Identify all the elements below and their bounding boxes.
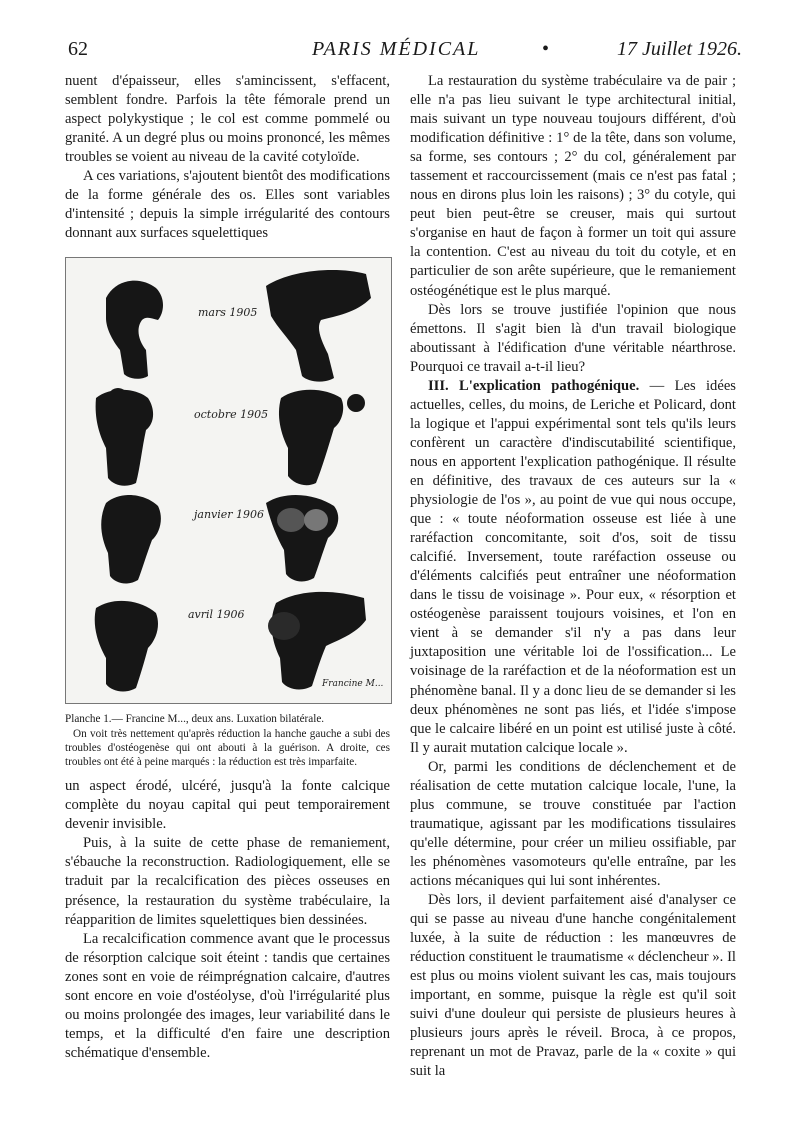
right-column [410,72,736,1081]
header-separator: • [542,38,550,60]
paragraph: La recalcification commence avant que le processus de résorption calcique soit éteint : tandis que certaines zones sont en voie de réimprégnation calcaire, d'autres sont encore en voie d'ostéolyse, d'où l'irrégularité plus ou moins prolongée des images, leur variabilité dans le temps, et la difficulté d'en faire une description schématique d'ensemble. [65,930,390,1061]
paragraph: A ces variations, s'ajoutent bientôt des modifications de la forme générale des os. Elles sont variables d'intensité ; depuis la simple irrégularité des contours donnant aux surfaces squelettiques [65,168,391,242]
page-number: 62 [68,38,88,60]
paragraph: nuent d'épaisseur, elles s'amincissent, s'effacent, semblent fondre. Parfois la tête fémorale prend un aspect polykystique ; le col est comme pommelé ou granité. A un degré plus ou moins prononcé, les mêmes troubles se voient au niveau de la cavité cotyloïde. [65,73,390,166]
section-heading: III. L'explication pathogénique. [428,377,640,394]
caption-text: On voit très nettement qu'après réduction la hanche gauche a subi des troubles d'ostéogenèse qui ont abouti à la guérison. A droite, ces troubles ont été à peine marqués : la réduction est très imparfaite. [65,727,390,769]
hip-tracings-illustration [66,258,391,703]
paragraph: Puis, à la suite de cette phase de remaniement, s'ébauche la reconstruction. Radiologiquement, elle se traduit par la recalcification des pièces osseuses en présence, la restauration du système trabéculaire, la réapparition de limites squelettiques bien dessinées. [65,835,390,928]
issue-date: 17 Juillet 1926. [617,38,742,60]
journal-title: PARIS MÉDICAL [312,38,481,60]
paragraph: Dès lors se trouve justifiée l'opinion que nous émettons. Il s'agit bien là d'un travail biologique aboutissant à l'édification d'une véritable néarthrose. Pourquoi ce travail a-t-il lieu? [410,301,736,375]
signature: Francine M... [322,679,384,690]
annotation-date: avril 1906 [188,608,245,622]
annotation-date: octobre 1905 [194,408,269,422]
left-column [65,72,390,1063]
figure-caption [65,712,390,769]
paragraph: Dès lors, il devient parfaitement aisé d'analyser ce qui se passe au niveau d'une hanche congénitalement luxée, à la suite de réduction : les manœuvres de réduction constituent le traumatisme « déclencheur ». Il est plus ou moins violent suivant les cas, mais toujours important, en somme, puisque la règle est qu'il soit suivi d'une douleur qui persiste de plusieurs heures à plusieurs jours après le réveil. Broca, à ce propos, reprenant un mot de Pravaz, parle de la « coxite » qui suit la [410,892,736,1080]
paragraph: Or, parmi les conditions de déclenchement et de réalisation de cette mutation calcique locale, l'une, la plus commune, se trouve constituée par l'action traumatique, agissant par les modifications tissulaires qu'elle détermine, pour créer un milieu ossifiable, par les phénomènes vasomoteurs qu'elle entraîne, par les actions mécaniques qui lui sont inhérentes. [410,758,736,889]
paragraph: La restauration du système trabéculaire va de pair ; elle n'a pas lieu suivant le type architectural initial, mais suivant un type nouveau toujours différent, d'où modification définitive : 1° de la tête, dans son volume, sa forme, ses contours ; 2° du col, généralement par tassement et raccourcissement (mais ce n'est pas fatal ; nous en dirons plus loin les raisons) ; 3° du cotyle, qui peut bien peut-être se creuser, mais qui surtout s'organise en haut de façon à former un toit qui assure la contention. C'est au niveau du toit du cotyle, et en particulier de son arête supérieure, que le remaniement ostéogénétique est le plus marqué. [410,73,736,299]
caption-title: Planche 1.— Francine M..., deux ans. Luxation bilatérale. [65,713,325,726]
section-paragraph [410,377,736,758]
section-text: — Les idées actuelles, celles, du moins, de Leriche et Policard, dont la logique et l'appui expérimental sont tels qu'ils leurs confèrent un caractère d'indiscutabilité scientifique, nous en apportent l'explication pathogénique. Il résulte en définitive, des travaux de ces auteurs sur la « physiologie de l'os », au point de vue qui nous occupe, que : « toute néoformation osseuse est liée à une raréfaction concomitante, soit d'os, soit de tissu calcifié. Inversement, toute raréfaction osseuse ou d'éléments calcifiés peut entraîner une néoformation dans le tissu de voisinage ». Pour eux, « résorption et ostéogenèse paraissent toujours voisines, et l'on en vient à se demander s'il n'y a pas dans leur juxtaposition une véritable loi de l'ossification... Le voisinage de la raréfaction et de la néoformation est un phénomène banal. Il y a donc lieu de se demander si les deux phénomènes ne sont pas liés, et l'idée s'impose que le calcaire libéré en un point est utilisé juste à côté. Il y aurait mutation calcique locale ». [410,377,736,756]
annotation-date: mars 1905 [198,306,258,320]
paragraph: un aspect érodé, ulcéré, jusqu'à la fonte calcique complète du noyau capital qui peut temporairement devenir invisible. [65,778,390,833]
annotation-date: janvier 1906 [194,508,265,522]
radiograph-plate [65,257,392,704]
page-header [62,38,742,68]
